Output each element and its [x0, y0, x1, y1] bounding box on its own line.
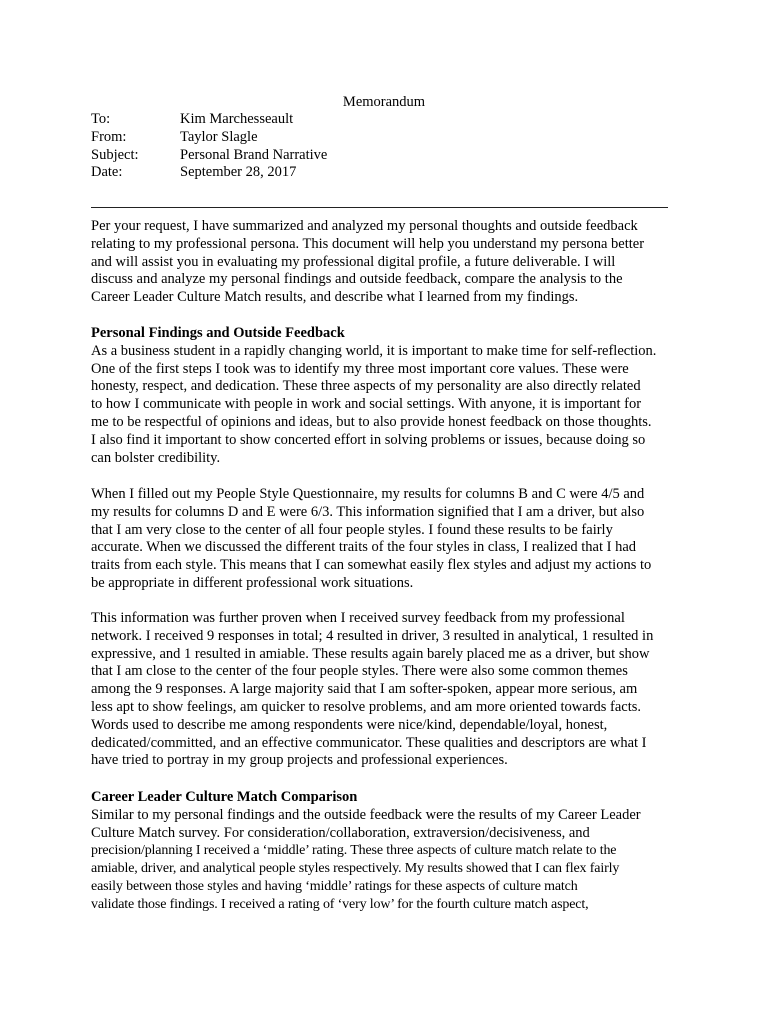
section-culture-match [91, 789, 691, 914]
text-line: honesty, respect, and dedication. These three aspects of my personality are also directly related [91, 378, 641, 395]
text-line: among the 9 responses. A large majority said that I am softer-spoken, appear more serious, am [91, 681, 638, 698]
text-line: easily between those styles and having ‘middle’ ratings for these aspects of culture match [91, 878, 578, 894]
text-line: my results for columns D and E were 6/3. This information signified that I am a driver, but also [91, 503, 645, 520]
text-line: Per your request, I have summarized and analyzed my personal thoughts and outside feedback [91, 218, 638, 234]
text-line: accurate. When we discussed the different traits of the four styles in class, I realized that I had [91, 539, 637, 556]
memo-title: Memorandum [342, 94, 426, 110]
text-line: network. I received 9 responses in total; 4 resulted in driver, 3 resulted in analytical, 1 resulted in [91, 627, 654, 644]
text-line: relating to my professional persona. This document will help you understand my persona better [91, 235, 645, 252]
text-line: and will assist you in evaluating my professional digital profile, a future deliverable. I will [91, 253, 616, 270]
text-line: precision/planning I received a ‘middle’ rating. These three aspects of culture match relate to the [91, 843, 617, 859]
text-line: be appropriate in different professional work situations. [91, 574, 414, 591]
people-style-paragraph [91, 486, 691, 593]
text-line: As a business student in a rapidly changing world, it is important to make time for self-reflection. [91, 342, 657, 359]
text-line: expressive, and 1 resulted in amiable. These results again barely placed me as a driver, but show [91, 645, 650, 662]
text-line: This information was further proven when I received survey feedback from my professional [91, 610, 625, 626]
text-line: amiable, driver, and analytical people styles respectively. My results showed that I can flex fairly [91, 861, 620, 877]
text-line: validate those findings. I received a rating of ‘very low’ for the fourth culture match aspect, [91, 896, 589, 912]
text-line: When I filled out my People Style Questionnaire, my results for columns B and C were 4/5 and [91, 486, 645, 502]
text-line: discuss and analyze my personal findings and outside feedback, compare the analysis to the [91, 271, 623, 288]
text-line: less apt to show feelings, am quicker to resolve problems, and am more oriented towards facts. [91, 698, 642, 715]
text-line: me to be respectful of opinions and ideas, but to also provide honest feedback on those thoughts. [91, 413, 652, 430]
text-line: can bolster credibility. [91, 449, 221, 466]
text-line: Career Leader Culture Match results, and describe what I learned from my findings. [91, 289, 579, 306]
text-line: I also find it important to show concerted effort in solving problems or issues, because doing so [91, 431, 646, 448]
from-value: Taylor Slagle [180, 129, 258, 145]
text-line: Culture Match survey. For consideration/collaboration, extraversion/decisiveness, and [91, 824, 590, 841]
survey-feedback-paragraph [91, 610, 691, 770]
to-value: Kim Marchesseault [180, 111, 294, 127]
section-heading: Career Leader Culture Match Comparison [91, 789, 358, 805]
from-label: From: [91, 129, 127, 145]
section-personal-findings [91, 325, 691, 467]
section-heading: Personal Findings and Outside Feedback [91, 325, 345, 341]
text-line: that I am close to the center of the four people styles. There were also some common themes [91, 663, 628, 680]
text-line: dedicated/committed, and an effective communicator. These qualities and descriptors are what I [91, 734, 647, 751]
text-line: Words used to describe me among respondents were nice/kind, dependable/loyal, honest, [91, 716, 608, 733]
date-label: Date: [91, 164, 123, 180]
date-value: September 28, 2017 [180, 164, 297, 180]
to-label: To: [91, 111, 111, 127]
text-line: have tried to portray in my group projects and professional experiences. [91, 752, 508, 769]
text-line: Similar to my personal findings and the outside feedback were the results of my Career Leader [91, 806, 641, 823]
header-divider [91, 207, 668, 208]
text-line: that I am very close to the center of all four people styles. I found these results to be fairly [91, 521, 613, 538]
text-line: traits from each style. This means that I can somewhat easily flex styles and adjust my actions to [91, 557, 652, 574]
text-line: to how I communicate with people in work and social settings. With anyone, it is important for [91, 396, 642, 413]
text-line: One of the first steps I took was to identify my three most important core values. These were [91, 360, 629, 377]
subject-value: Personal Brand Narrative [180, 147, 328, 163]
intro-paragraph [91, 218, 691, 307]
subject-label: Subject: [91, 147, 139, 163]
